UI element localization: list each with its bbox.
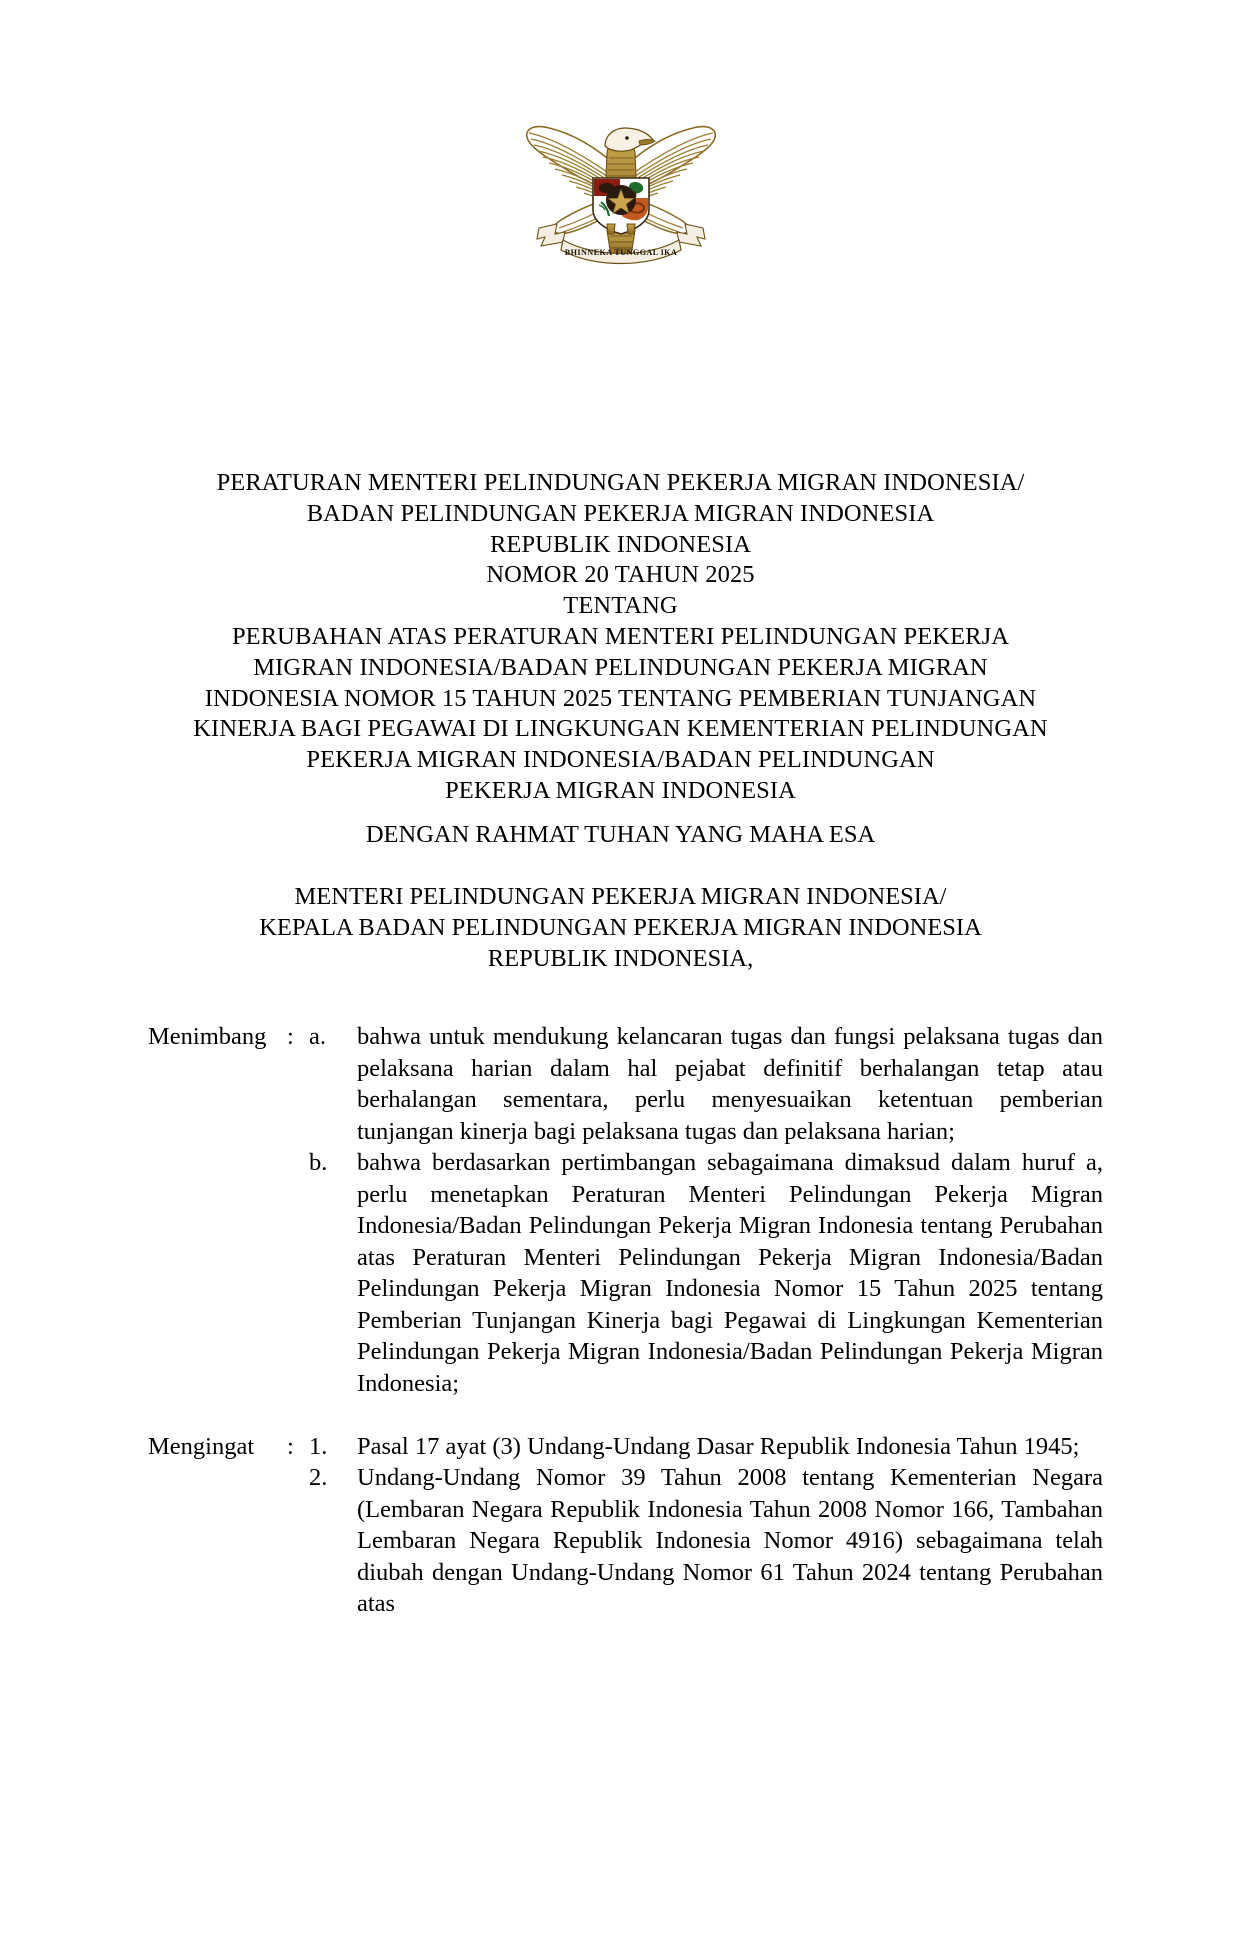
blessing-block (110, 820, 1131, 851)
item-marker: a. (309, 1023, 326, 1050)
regulation-title-block (110, 468, 1131, 807)
item-text: bahwa berdasarkan pertimbangan sebagaimana dimaksud dalam huruf a, perlu menetapkan Peraturan Menteri Pelindungan Pekerja Migran Indonesia/Badan Pelindungan Pekerja Migran Indonesia tentang Perubahan atas Peraturan Menteri Pelindungan Pekerja Migran Indonesia/Badan Pelindungan Pekerja Migran Indonesia Nomor 15 Tahun 2025 tentang Pemberian Tunjangan Kinerja bagi Pegawai di Lingkungan Kementerian Pelindungan Pekerja Migran Indonesia/Badan Pelindungan Pekerja Migran Indonesia; (357, 1149, 1103, 1397)
item-marker: 1. (309, 1432, 328, 1460)
garuda-pancasila-emblem (515, 110, 727, 268)
garuda-head (605, 128, 655, 151)
blessing-line: DENGAN RAHMAT TUHAN YANG MAHA ESA (365, 821, 876, 848)
item-marker: b. (309, 1149, 328, 1176)
pancasila-shield (593, 178, 649, 234)
clause-item (309, 1431, 1103, 1463)
clause-colon: : (287, 1432, 294, 1460)
item-text: Pasal 17 ayat (3) Undang-Undang Dasar Republik Indonesia Tahun 1945; (357, 1432, 1080, 1460)
regulation-number: NOMOR 20 TAHUN 2025 (486, 561, 755, 589)
title-line: REPUBLIK INDONESIA (489, 530, 752, 558)
clause-items (309, 1021, 1103, 1399)
item-marker: 2. (309, 1464, 328, 1491)
title-line: BADAN PELINDUNGAN PEKERJA MIGRAN INDONESIA (306, 499, 935, 527)
title-line: MIGRAN INDONESIA/BADAN PELINDUNGAN PEKERJA MIGRAN (253, 653, 988, 681)
title-line: KINERJA BAGI PEGAWAI DI LINGKUNGAN KEMENTERIAN PELINDUNGAN (193, 715, 1048, 743)
item-text: Undang-Undang Nomor 39 Tahun 2008 tentang Kementerian Negara (Lembaran Negara Republik Indonesia Tahun 2008 Nomor 166, Tambahan Lembaran Negara Republik Indonesia Nomor 4916) sebagaimana telah diubah dengan Undang-Undang Nomor 61 Tahun 2024 tentang Perubahan atas (357, 1464, 1103, 1617)
emblem-container (0, 110, 1241, 268)
signatory-line: MENTERI PELINDUNGAN PEKERJA MIGRAN INDONESIA/ (294, 883, 947, 910)
svg-text:BHINNEKA TUNGGAL IKA: BHINNEKA TUNGGAL IKA (564, 248, 677, 257)
clause-item (309, 1021, 1103, 1147)
signatory-heading-block (110, 882, 1131, 974)
clause-items (309, 1431, 1103, 1620)
clauses-section (148, 1021, 1103, 1620)
item-text: bahwa untuk mendukung kelancaran tugas dan fungsi pelaksana tugas dan pelaksana harian dalam hal pejabat definitif berhalangan tetap atau berhalangan sementara, perlu menyesuaikan ketentuan pemberian tunjangan kinerja bagi pelaksana tugas dan pelaksana harian; (357, 1023, 1103, 1145)
clause-item (309, 1462, 1103, 1620)
clause-label: Menimbang (148, 1023, 267, 1050)
title-line: INDONESIA NOMOR 15 TAHUN 2025 TENTANG PEMBERIAN TUNJANGAN (204, 684, 1037, 712)
title-line: PERATURAN MENTERI PELINDUNGAN PEKERJA MIGRAN INDONESIA/ (216, 469, 1025, 496)
clause-item (309, 1147, 1103, 1399)
clause-row-mengingat (148, 1431, 1103, 1620)
clause-colon: : (287, 1023, 294, 1050)
title-line: PEKERJA MIGRAN INDONESIA/BADAN PELINDUNGAN (306, 746, 935, 774)
signatory-line: KEPALA BADAN PELINDUNGAN PEKERJA MIGRAN INDONESIA (259, 913, 982, 941)
clause-row-menimbang (148, 1021, 1103, 1399)
clause-label: Mengingat (148, 1432, 255, 1460)
title-line: PEKERJA MIGRAN INDONESIA (445, 776, 796, 804)
title-line: PERUBAHAN ATAS PERATURAN MENTERI PELINDUNGAN PEKERJA (231, 622, 1010, 650)
signatory-line: REPUBLIK INDONESIA, (487, 944, 754, 972)
title-line-tentang: TENTANG (563, 592, 678, 620)
